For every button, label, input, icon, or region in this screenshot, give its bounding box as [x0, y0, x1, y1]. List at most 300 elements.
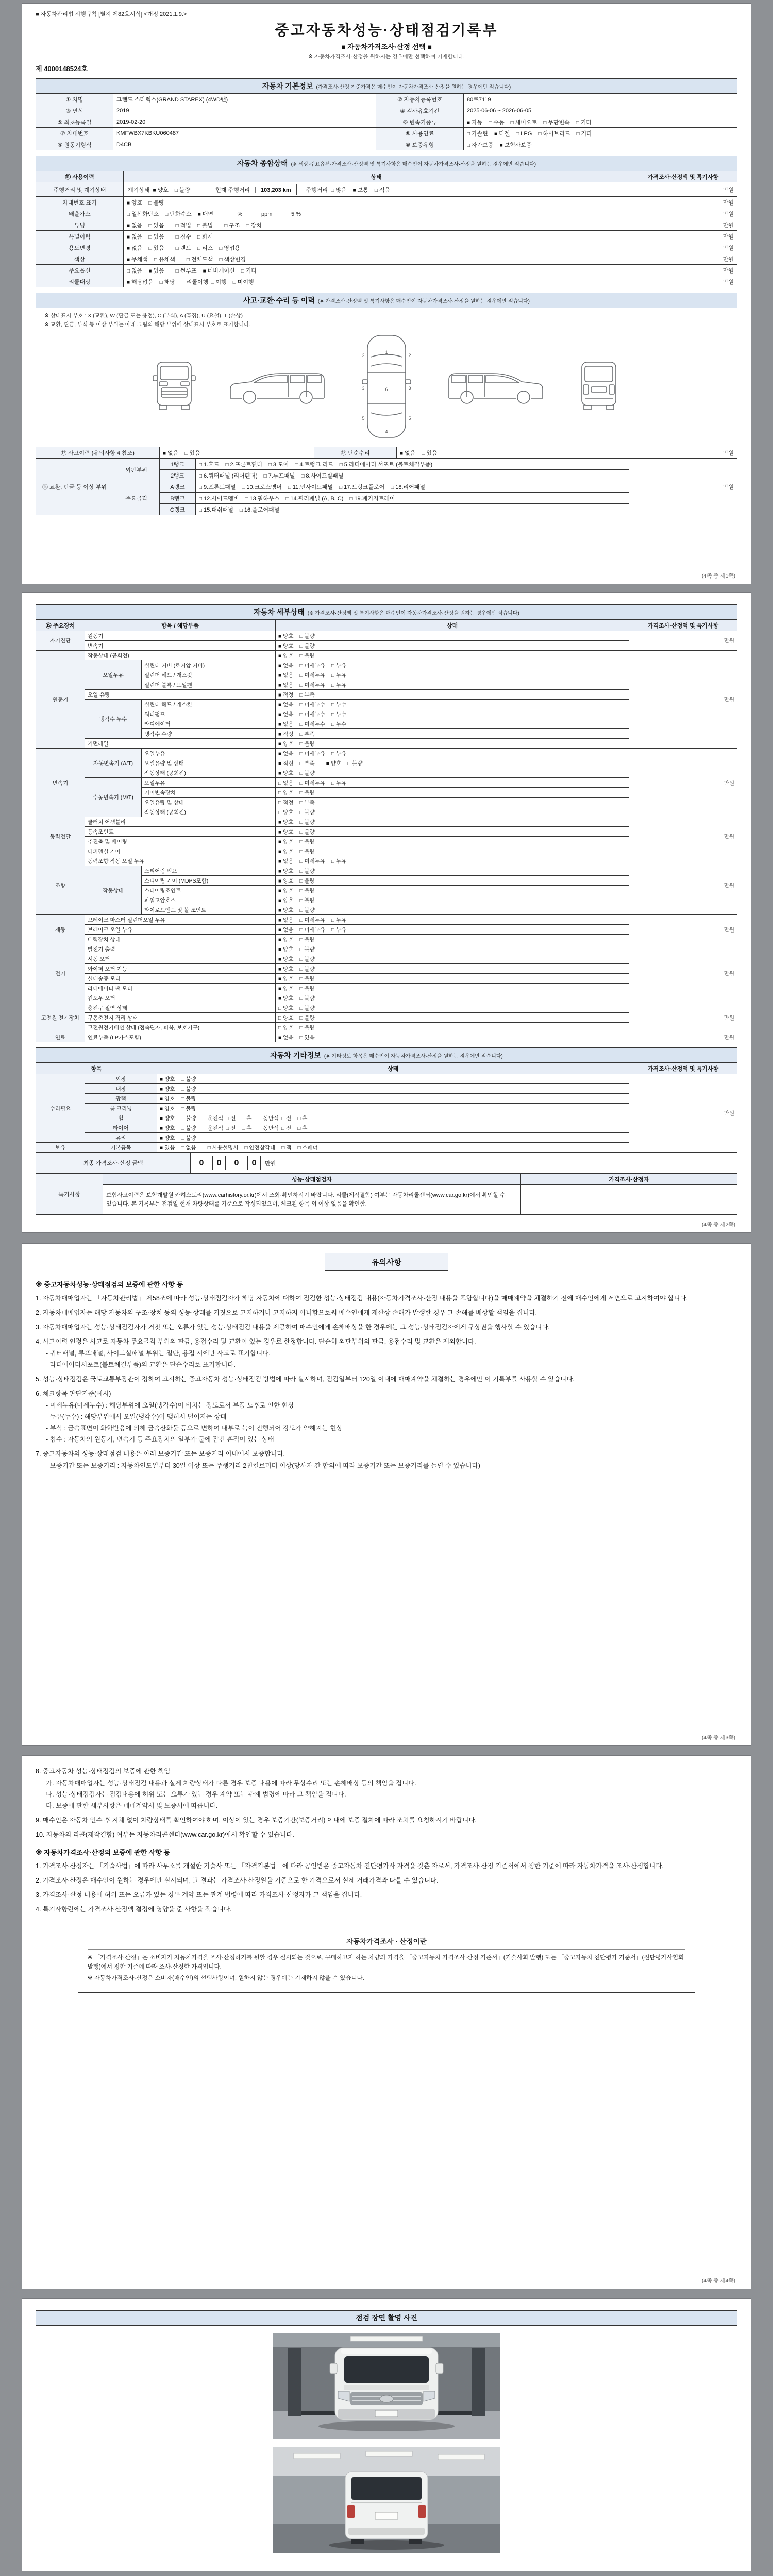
checkbox-option[interactable]: ■ 없음: [278, 750, 294, 757]
checkbox-unchecked-icon: □: [285, 496, 289, 502]
checkbox-checked-icon: ■: [352, 187, 356, 193]
checkbox-unchecked-icon: □: [197, 234, 200, 240]
checkbox-option[interactable]: □ LPG: [516, 130, 532, 137]
overall-condition-table: [36, 171, 737, 287]
definition-line: ※ 「가격조사·산정」은 소비자가 자동차가격을 조사·산정하기를 원할 경우 실시되는 것으로, 구매하고자 하는 차량의 가격을 「중고자동차 가격조사·산정 기준서」(기술사회 발행) 또는 「중고자동차 진단평가 기준서」(진단평가사협회 발행)에서 정한 기준에 따라 조사·산정한 가격입니다.: [87, 1955, 684, 1970]
checkbox-unchecked-icon: □: [299, 878, 303, 884]
checkbox-option[interactable]: ■ 양호: [127, 199, 143, 206]
detail-device-label: 전기: [36, 944, 85, 1003]
checkbox-unchecked-icon: □: [543, 120, 547, 126]
checkbox-checked-icon: ■: [278, 888, 282, 894]
checkbox-option[interactable]: □ 불량: [181, 1076, 196, 1082]
checkbox-option[interactable]: ■ 양호: [278, 975, 294, 982]
checkbox-option[interactable]: □ 적음: [374, 187, 391, 193]
checkbox-option[interactable]: ■ 양호: [160, 1095, 175, 1102]
detail-item-state: [276, 680, 629, 690]
checkbox-option[interactable]: ■ 양호: [160, 1076, 175, 1082]
checkbox-option[interactable]: ■ 양호: [278, 848, 294, 855]
checkbox-option[interactable]: □ 기타: [576, 130, 592, 137]
checkbox-option[interactable]: □ 불량: [181, 1134, 196, 1141]
checkbox-option[interactable]: □ 스패너: [297, 1144, 318, 1151]
detail-item-label: 발전기 출력: [85, 944, 276, 954]
checkbox-option[interactable]: □ 누수: [331, 721, 347, 727]
overall-row-state: □ 일산화탄소 □ 탄화수소 ■ 매연 % ppm 5 %: [124, 208, 629, 219]
column-header: 가격조사·산정액 및 특기사항: [629, 1063, 737, 1074]
checkbox-option[interactable]: □ 불량: [299, 770, 315, 776]
checkbox-option[interactable]: □ 적정: [278, 799, 294, 806]
checkbox-unchecked-icon: □: [148, 245, 152, 251]
checkbox-option[interactable]: □ 불량: [299, 642, 315, 649]
checkbox-option[interactable]: ■ 보통: [352, 187, 368, 193]
checkbox-option[interactable]: ■ 적정: [278, 691, 294, 698]
other-item-state: [157, 1133, 629, 1143]
checkbox-option[interactable]: □ 후: [297, 1115, 308, 1122]
checkbox-option[interactable]: □ 5.라디에이터 서포트 (볼트체결부품): [339, 461, 433, 468]
checkbox-option[interactable]: □ 10.크로스멤버: [242, 484, 282, 490]
checkbox-option[interactable]: ■ 있음: [148, 267, 164, 274]
checkbox-option[interactable]: □ 전: [226, 1125, 236, 1131]
checkbox-option[interactable]: ■ 양호: [160, 1115, 175, 1122]
detail-item-state: [276, 631, 629, 641]
checkbox-option[interactable]: □ 유채색: [154, 256, 175, 263]
checkbox-option[interactable]: □ 불량: [299, 652, 315, 659]
checkbox-option[interactable]: □ 불량: [181, 1105, 196, 1112]
checkbox-option[interactable]: ■ 양호: [278, 985, 294, 992]
detail-condition-table: [36, 619, 737, 1042]
checkbox-option[interactable]: □ 누수: [331, 711, 347, 718]
rank-row: [36, 459, 737, 470]
checkbox-option[interactable]: □ 양호: [278, 1014, 294, 1021]
checkbox-option[interactable]: □ 누유: [331, 926, 347, 933]
checkbox-option[interactable]: ■ 양호: [278, 838, 294, 845]
checkbox-option[interactable]: □ 미세누유: [299, 672, 325, 679]
checkbox-option[interactable]: □ 16.플로어패널: [239, 506, 280, 513]
checkbox-option[interactable]: □ 불량: [299, 848, 315, 855]
checkbox-option[interactable]: □ 누유: [331, 682, 347, 688]
checkbox-option[interactable]: □ 불량: [299, 936, 315, 943]
checkbox-option[interactable]: □ 불량: [299, 1024, 315, 1031]
checkbox-option[interactable]: □ 화재: [197, 233, 213, 240]
checkbox-option[interactable]: ■ 자동: [467, 119, 483, 126]
detail-item-state: [276, 690, 629, 700]
checkbox-option[interactable]: □ 양호: [278, 809, 294, 816]
checkbox-checked-icon: ■: [153, 187, 156, 193]
checkbox-option[interactable]: ■ 없음: [400, 450, 416, 456]
checkbox-unchecked-icon: □: [299, 711, 303, 718]
checkbox-option[interactable]: □ 19.패키지트레이: [349, 495, 395, 502]
checkbox-option[interactable]: □ 양호: [278, 1005, 294, 1011]
checkbox-option[interactable]: □ 누유: [331, 858, 347, 865]
checkbox-option[interactable]: □ 색상변경: [219, 256, 246, 263]
checkbox-unchecked-icon: □: [186, 257, 190, 263]
checkbox-option[interactable]: □ 13.휠하우스: [245, 495, 280, 502]
checkbox-option[interactable]: □ 사용설명서: [207, 1144, 239, 1151]
checkbox-option[interactable]: ■ 적정: [278, 731, 294, 737]
checkbox-option[interactable]: ■ 양호: [160, 1086, 175, 1092]
other-item-label: 룸 크리닝: [85, 1104, 157, 1113]
checkbox-checked-icon: ■: [278, 682, 282, 688]
checkbox-option[interactable]: □ 이행: [211, 279, 227, 285]
checkbox-option[interactable]: □ 불량: [299, 819, 315, 825]
checkbox-option[interactable]: □ 미세누수: [299, 701, 325, 708]
checkbox-option[interactable]: ■ 없음: [127, 222, 143, 229]
checkbox-option[interactable]: □ 불량: [181, 1125, 196, 1131]
inspection-photo-front: [273, 2333, 500, 2439]
checkbox-option[interactable]: ■ 없음: [127, 233, 143, 240]
checkbox-option[interactable]: □ 기타: [241, 267, 257, 274]
checkbox-option[interactable]: □ 있음: [299, 1034, 315, 1041]
checkbox-option[interactable]: □ 해당: [159, 279, 175, 285]
notice-subitem: - 보증기간 또는 보증거리 : 자동차인도일부터 30일 이상 또는 주행거리 2천킬로미터 이상(당사자 간 합의에 따라 보증기간 또는 보증거리를 늘릴 수 있습니다): [46, 1462, 480, 1469]
checkbox-option[interactable]: □ 미이행: [232, 279, 254, 285]
checkbox-option[interactable]: □ 불량: [299, 838, 315, 845]
field-label: ⑤ 최초등록일: [36, 116, 113, 128]
checkbox-unchecked-icon: □: [181, 1145, 184, 1151]
checkbox-option[interactable]: □ 영업용: [219, 245, 241, 251]
checkbox-option[interactable]: ■ 없음: [163, 450, 179, 456]
checkbox-option[interactable]: □ 누유: [331, 779, 347, 786]
checkbox-option[interactable]: □ 미세누수: [299, 721, 325, 727]
checkbox-option[interactable]: □ 불량: [299, 828, 315, 835]
detail-item-label: 오일유량 및 상태: [142, 798, 276, 807]
panel-number-label: 2: [362, 353, 365, 358]
checkbox-option[interactable]: ■ 네비게이션: [203, 267, 235, 274]
detail-item-state: [276, 739, 629, 749]
checkbox-option[interactable]: □ 없음: [181, 1144, 196, 1151]
checkbox-option[interactable]: ■ 보험사보증: [499, 142, 532, 148]
checkbox-option[interactable]: ■ 없음: [278, 858, 294, 865]
accident-flags-table: [36, 447, 737, 459]
detail-item-label: 등속조인트: [85, 827, 276, 837]
checkbox-option[interactable]: □ 무단변속: [543, 119, 570, 126]
checkbox-unchecked-icon: □: [331, 702, 335, 708]
checkbox-option[interactable]: □ 침수: [175, 233, 191, 240]
checkbox-option[interactable]: ■ 양호: [160, 1105, 175, 1112]
checkbox-option[interactable]: □ 불량: [347, 760, 363, 767]
checkbox-unchecked-icon: □: [224, 223, 228, 229]
checkbox-option[interactable]: ■ 양호: [278, 936, 294, 943]
checkbox-option[interactable]: ■ 양호: [278, 877, 294, 884]
price-digit: 0: [195, 1156, 208, 1170]
checkbox-unchecked-icon: □: [299, 633, 303, 639]
checkbox-option[interactable]: □ 부족: [299, 691, 315, 698]
engine-type-value: D4CB: [113, 139, 376, 150]
overall-row-state: [124, 253, 629, 265]
checkbox-option[interactable]: □ 누유: [331, 917, 347, 923]
other-item-label: 광택: [85, 1094, 157, 1104]
checkbox-unchecked-icon: □: [278, 809, 282, 816]
checkbox-unchecked-icon: □: [299, 663, 303, 669]
checkbox-option[interactable]: ■ 양호: [160, 1134, 175, 1141]
checkbox-option[interactable]: □ 1.후드: [199, 461, 220, 468]
inspection-validity-value: 2025-06-06 ~ 2026-06-05: [464, 105, 737, 116]
checkbox-option[interactable]: □ 불량: [299, 897, 315, 904]
checkbox-option[interactable]: □ 11.인사이드패널: [288, 484, 333, 490]
checkbox-option[interactable]: ■ 양호: [278, 907, 294, 913]
checkbox-option[interactable]: □ 있음: [148, 222, 164, 229]
checkbox-checked-icon: ■: [278, 858, 282, 865]
checkbox-option[interactable]: □ 후: [297, 1125, 308, 1131]
checkbox-option[interactable]: □ 불량: [299, 965, 315, 972]
detail-item-label: 고전원전기배선 상태 (접속단자, 피복, 보호기구): [85, 1023, 276, 1032]
checkbox-option[interactable]: □ 불량: [181, 1115, 196, 1122]
checkbox-unchecked-icon: □: [422, 450, 425, 456]
checkbox-option[interactable]: □ 4.트렁크 리드: [295, 461, 333, 468]
checkbox-option[interactable]: ■ 양호: [278, 868, 294, 874]
checkbox-option[interactable]: □ 불량: [181, 1086, 196, 1092]
checkbox-option[interactable]: □ 안전삼각대: [244, 1144, 276, 1151]
checkbox-option[interactable]: □ 18.리어패널: [391, 484, 426, 490]
detail-item-label: 타이로드엔드 및 볼 조인트: [142, 905, 276, 915]
checkbox-option[interactable]: ■ 없음: [278, 721, 294, 727]
detail-item-state: [276, 1013, 629, 1023]
check-group-prefix: 리콜이행: [186, 279, 209, 285]
checkbox-option[interactable]: □ 불량: [299, 975, 315, 982]
checkbox-option[interactable]: ■ 해당없음: [127, 279, 154, 285]
checkbox-option[interactable]: □ 미세누유: [299, 750, 325, 757]
checkbox-option[interactable]: ■ 양호: [278, 897, 294, 904]
checkbox-option[interactable]: ■ 없음: [278, 662, 294, 669]
checkbox-option[interactable]: □ 미세누유: [299, 858, 325, 865]
checkbox-option[interactable]: ■ 있음: [160, 1144, 175, 1151]
accident-history-header: 사고·교환·수리 등 이력 (※ 가격조사·산정액 및 특기사항은 매수인이 자동차가격조사·산정을 원하는 경우에만 적습니다): [36, 293, 737, 308]
checkbox-option[interactable]: □ 15.대쉬패널: [199, 506, 233, 513]
checkbox-option[interactable]: ■ 양호: [278, 995, 294, 1002]
checkbox-option[interactable]: □ 불량: [299, 995, 315, 1002]
checkbox-option[interactable]: ■ 양호: [326, 760, 342, 767]
checkbox-unchecked-icon: □: [299, 819, 303, 825]
checkbox-option[interactable]: □ 있음: [148, 233, 164, 240]
checkbox-option[interactable]: □ 누유: [331, 662, 347, 669]
rank-items: [196, 504, 629, 515]
checkbox-option[interactable]: ■ 디젤: [494, 130, 510, 137]
checkbox-option[interactable]: □ 있음: [422, 450, 438, 456]
checkbox-option[interactable]: □ 불량: [299, 887, 315, 894]
checkbox-option[interactable]: □ 부족: [299, 731, 315, 737]
checkbox-option[interactable]: □ 전체도색: [186, 256, 213, 263]
checkbox-unchecked-icon: □: [165, 211, 169, 217]
checkbox-option[interactable]: □ 누유: [331, 672, 347, 679]
checkbox-option[interactable]: ■ 양호: [278, 633, 294, 639]
checkbox-checked-icon: ■: [127, 257, 130, 263]
checkbox-option[interactable]: □ 부족: [299, 760, 315, 767]
checkbox-option[interactable]: □ 부족: [299, 799, 315, 806]
checkbox-option[interactable]: ■ 없음: [278, 926, 294, 933]
checkbox-option[interactable]: □ 6.쿼터패널 (리어휀더): [199, 472, 258, 479]
other-item-state: [157, 1143, 629, 1153]
checkbox-checked-icon: ■: [278, 897, 282, 904]
checkbox-option[interactable]: □ 있음: [184, 450, 200, 456]
checkbox-option[interactable]: ■ 없음: [278, 711, 294, 718]
field-label: ④ 검사유효기간: [376, 105, 464, 116]
notice-subitem: 가. 자동차매매업자는 성능·상태점검 내용과 실제 차량상태가 다른 경우 보증 내용에 따라 무상수리 또는 손해배상 등의 책임을 집니다.: [46, 1780, 416, 1787]
checkbox-option[interactable]: □ 3.도어: [268, 461, 289, 468]
detail-item-label: 연료누출 (LP가스포함): [85, 1032, 276, 1042]
checkbox-option[interactable]: ■ 양호: [153, 187, 169, 193]
checkbox-option[interactable]: □ 없음: [127, 267, 143, 274]
checkbox-unchecked-icon: □: [207, 1145, 211, 1151]
checkbox-option[interactable]: □ 불량: [174, 187, 191, 193]
checkbox-option[interactable]: □ 장치: [246, 222, 262, 229]
detail-item-state: [276, 660, 629, 670]
detail-item-label: 작동상태 (공회전): [142, 807, 276, 817]
checkbox-option[interactable]: □ 14.필러패널 (A, B, C): [285, 495, 344, 502]
checkbox-unchecked-icon: □: [576, 131, 580, 137]
overall-odometer-row: [36, 182, 737, 197]
detail-item-state: [276, 719, 629, 729]
checkbox-option[interactable]: □ 전: [281, 1125, 292, 1131]
checkbox-option[interactable]: □ 미세누유: [299, 779, 325, 786]
notice-item: 7. 중고자동차의 성능·상태점검 내용은 아래 보증기간 또는 보증거리 이내에서 보증합니다.: [36, 1450, 285, 1458]
checkbox-option[interactable]: □ 일산화탄소: [127, 211, 159, 217]
checkbox-option[interactable]: ■ 양호: [278, 887, 294, 894]
checkbox-option[interactable]: □ 2.프론트휀더: [225, 461, 262, 468]
checkbox-option[interactable]: □ 전: [281, 1115, 292, 1122]
overall-row-label: 용도변경: [36, 242, 124, 253]
checkbox-option[interactable]: □ 미세누유: [299, 917, 325, 923]
transmission-type-checks: [464, 116, 737, 128]
checkbox-option[interactable]: □ 8.사이드실패널: [301, 472, 344, 479]
checkbox-option[interactable]: □ 후: [242, 1115, 252, 1122]
checkbox-option[interactable]: □ 수동: [489, 119, 505, 126]
checkbox-option[interactable]: □ 자가보증: [467, 142, 494, 148]
checkbox-unchecked-icon: □: [242, 1125, 245, 1131]
checkbox-option[interactable]: ■ 양호: [278, 819, 294, 825]
checkbox-unchecked-icon: □: [576, 120, 579, 126]
registration-number-value: 80로7119: [464, 94, 737, 105]
price-cell: 만원: [629, 219, 737, 231]
checkbox-option[interactable]: □ 미세누유: [299, 682, 325, 688]
table-row: [36, 1185, 737, 1215]
checkbox-option[interactable]: □ 후: [242, 1125, 252, 1131]
car-front-view-diagram: [151, 353, 197, 420]
checkbox-option[interactable]: ■ 양호: [278, 965, 294, 972]
checkbox-option[interactable]: □ 불량: [299, 907, 315, 913]
final-price-table: [36, 1152, 737, 1174]
detail-item-label: 실린더 헤드 / 개스킷: [142, 700, 276, 709]
checkbox-option[interactable]: □ 렌트: [175, 245, 191, 251]
checkbox-option[interactable]: □ 불량: [181, 1095, 196, 1102]
checkbox-option[interactable]: □ 가솔린: [467, 130, 488, 137]
checkbox-option[interactable]: □ 잭: [281, 1144, 292, 1151]
checkbox-option[interactable]: □ 불량: [299, 1005, 315, 1011]
checkbox-option[interactable]: □ 불량: [299, 809, 315, 816]
overall-row-state: [124, 265, 629, 276]
checkbox-option[interactable]: ■ 양호: [278, 770, 294, 776]
notice-item: 9. 매수인은 자동차 인수 후 지체 없이 차량상태를 확인하여야 하며, 이상이 있는 경우 보증기간(보증거리) 이내에 보증 절차에 따라 조치를 요청하시기 바랍니다.: [36, 1817, 477, 1824]
checkbox-option[interactable]: □ 불량: [299, 633, 315, 639]
checkbox-option[interactable]: ■ 양호: [278, 956, 294, 962]
checkbox-option[interactable]: ■ 없음: [278, 672, 294, 679]
checkbox-option[interactable]: □ 17.트렁크플로어: [339, 484, 385, 490]
column-header: ⑪ 사용이력: [36, 171, 124, 182]
other-item-state: [157, 1113, 629, 1123]
checkbox-option[interactable]: □ 12.사이드멤버: [199, 495, 239, 502]
panel-number-label: 3: [362, 386, 365, 391]
checkbox-option[interactable]: □ 불량: [299, 985, 315, 992]
notice-section-heading: ※ 중고자동차성능·상태점검의 보증에 관한 사항 등: [36, 1281, 183, 1289]
checkbox-option[interactable]: □ 기타: [576, 119, 592, 126]
checkbox-option[interactable]: □ 불량: [299, 956, 315, 962]
checkbox-unchecked-icon: □: [211, 279, 214, 285]
checkbox-option[interactable]: □ 하이브리드: [538, 130, 570, 137]
checkbox-option[interactable]: □ 양호: [278, 1024, 294, 1031]
checkbox-option[interactable]: □ 구조: [224, 222, 240, 229]
checkbox-option[interactable]: ■ 양호: [278, 828, 294, 835]
detail-subgroup-label: 작동상태: [85, 866, 142, 915]
checkbox-option[interactable]: □ 미세누유: [299, 926, 325, 933]
checkbox-option[interactable]: ■ 양호: [160, 1125, 175, 1131]
checkbox-option[interactable]: □ 세미오토: [510, 119, 537, 126]
checkbox-option[interactable]: ■ 적정: [278, 760, 294, 767]
checkbox-option[interactable]: □ 적법: [175, 222, 191, 229]
checkbox-unchecked-icon: □: [331, 711, 335, 718]
checkbox-option[interactable]: □ 불량: [299, 1014, 315, 1021]
checkbox-unchecked-icon: □: [301, 473, 305, 479]
checkbox-option[interactable]: □ 없음: [278, 779, 294, 786]
checkbox-option[interactable]: □ 누수: [331, 701, 347, 708]
detail-item-state: [276, 788, 629, 798]
checkbox-option[interactable]: ■ 양호: [278, 642, 294, 649]
checkbox-option[interactable]: ■ 없음: [278, 917, 294, 923]
checkbox-option[interactable]: □ 불량: [299, 877, 315, 884]
checkbox-option[interactable]: □ 불량: [299, 946, 315, 953]
checkbox-option[interactable]: □ 탄화수소: [165, 211, 192, 217]
check-group-prefix: 운전석: [207, 1125, 224, 1131]
checkbox-unchecked-icon: □: [299, 702, 303, 708]
checkbox-option[interactable]: □ 불량: [148, 199, 164, 206]
checkbox-option[interactable]: □ 불량: [299, 740, 315, 747]
checkbox-option[interactable]: □ 7.루프패널: [263, 472, 295, 479]
other-info-table: [36, 1062, 737, 1153]
checkbox-option[interactable]: □ 불량: [299, 789, 315, 796]
accident-history-checks: [160, 447, 314, 459]
checkbox-option[interactable]: □ 미세누유: [299, 662, 325, 669]
checkbox-option[interactable]: □ 양호: [278, 789, 294, 796]
checkbox-option[interactable]: □ 많음: [331, 187, 347, 193]
checkbox-checked-icon: ■: [127, 234, 130, 240]
checkbox-option[interactable]: □ 전: [226, 1115, 236, 1122]
overall-row-label: 색상: [36, 253, 124, 265]
checkbox-option[interactable]: ■ 양호: [278, 740, 294, 747]
table-row: [36, 128, 737, 139]
checkbox-option[interactable]: ■ 양호: [278, 946, 294, 953]
current-mileage-value: 103,203 km: [260, 187, 291, 193]
checkbox-option[interactable]: □ 있음: [148, 245, 164, 251]
checkbox-unchecked-icon: □: [239, 507, 243, 513]
checkbox-option[interactable]: □ 불법: [197, 222, 213, 229]
checkbox-option[interactable]: ■ 없음: [127, 245, 143, 251]
checkbox-option[interactable]: ■ 없음: [278, 682, 294, 688]
checkbox-option[interactable]: □ 불량: [299, 868, 315, 874]
checkbox-option[interactable]: ■ 양호: [278, 652, 294, 659]
checkbox-unchecked-icon: □: [184, 450, 188, 456]
checkbox-unchecked-icon: □: [299, 1025, 303, 1031]
checkbox-option[interactable]: □ 누유: [331, 750, 347, 757]
checkbox-option[interactable]: ■ 무채색: [127, 256, 148, 263]
checkbox-unchecked-icon: □: [299, 760, 303, 767]
checkbox-option[interactable]: □ 9.프론트패널: [199, 484, 236, 490]
checkbox-option[interactable]: □ 리스: [197, 245, 213, 251]
checkbox-option[interactable]: ■ 매연: [197, 211, 214, 217]
checkbox-option[interactable]: □ 썬루프: [175, 267, 197, 274]
checkbox-checked-icon: ■: [148, 268, 152, 274]
pricing-notice-list: [36, 1861, 737, 1914]
checkbox-option[interactable]: □ 미세누수: [299, 711, 325, 718]
checkbox-checked-icon: ■: [326, 760, 329, 767]
checkbox-option[interactable]: ■ 없음: [278, 701, 294, 708]
checkbox-option[interactable]: ■ 없음: [278, 1034, 294, 1041]
